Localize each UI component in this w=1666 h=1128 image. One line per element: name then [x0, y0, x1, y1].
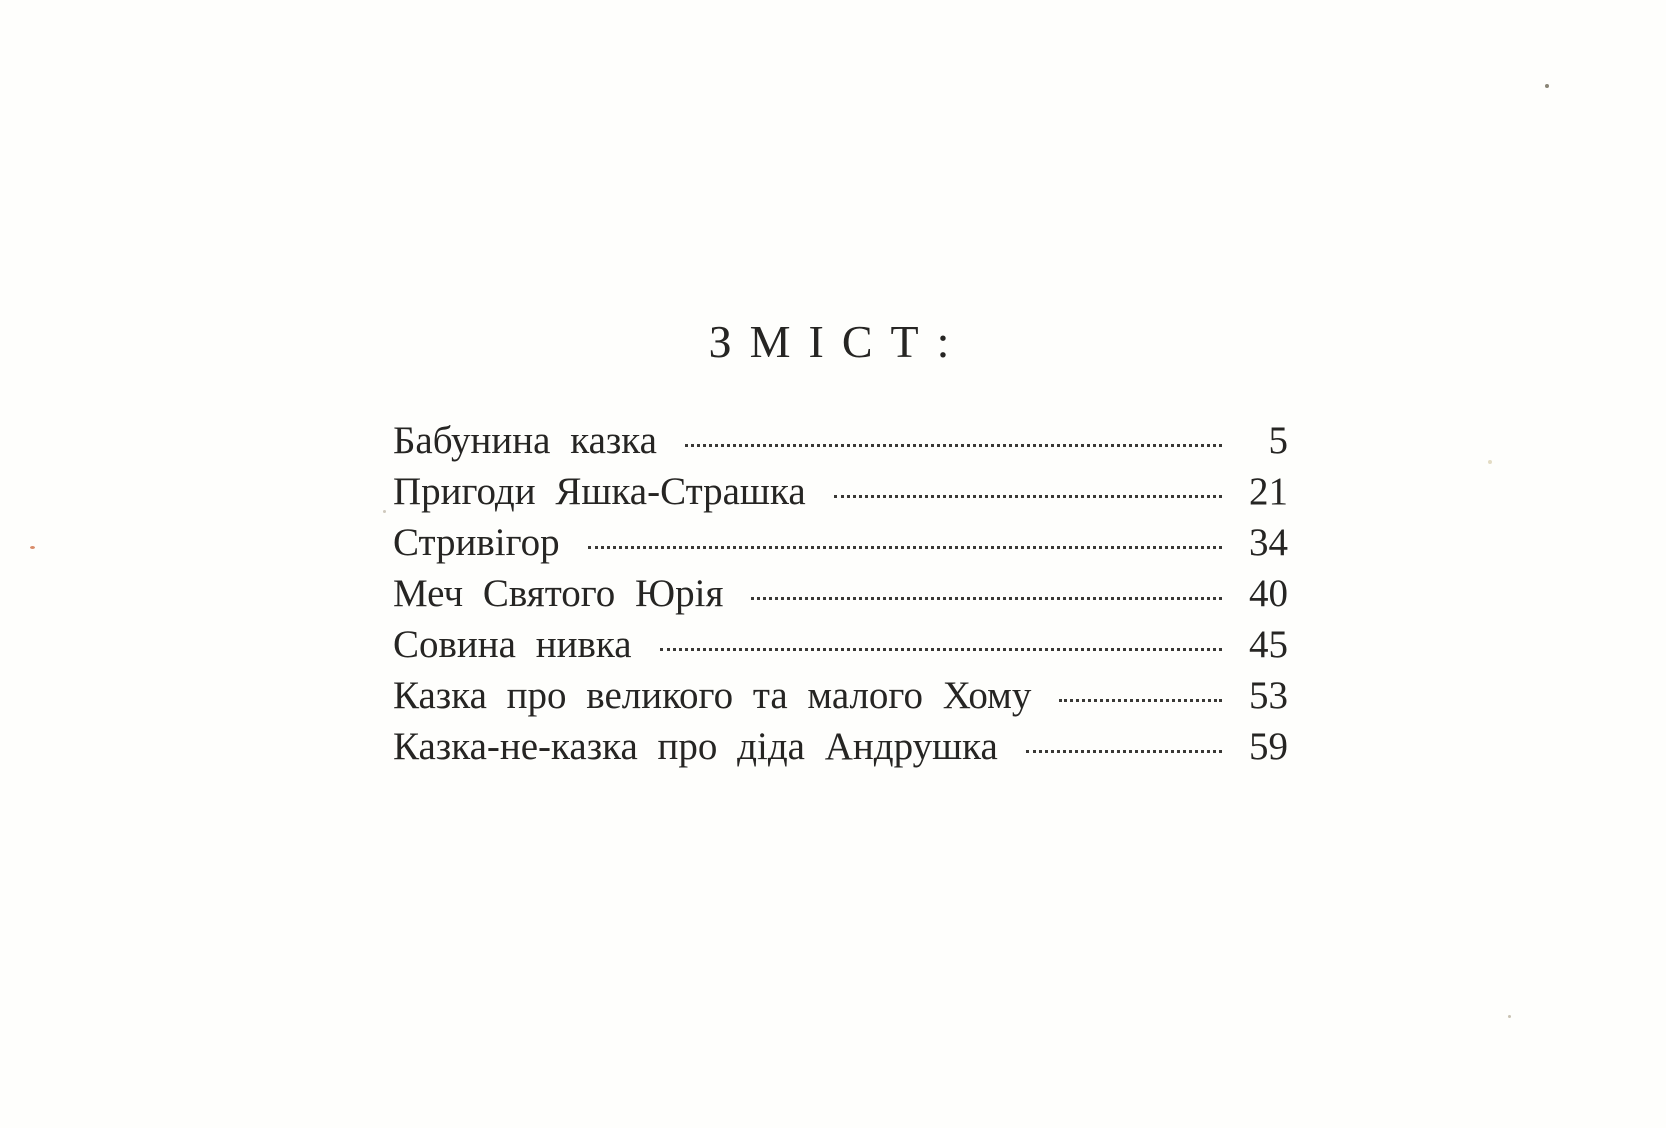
dot-leader [588, 546, 1222, 549]
toc-entry [393, 415, 1288, 466]
toc-heading: ЗМІСТ: [708, 316, 968, 367]
dot-leader [834, 495, 1222, 498]
toc-entry [393, 670, 1288, 721]
toc-entry-page-number: 53 [1249, 674, 1288, 717]
toc-entry [393, 517, 1288, 568]
toc-entry [393, 568, 1288, 619]
dot-leader [660, 648, 1222, 651]
toc-entry-page-number: 34 [1249, 521, 1288, 564]
toc-entry-page-number: 21 [1249, 470, 1288, 513]
paper-speck [1545, 84, 1549, 88]
toc-entry-page-number: 40 [1249, 572, 1288, 615]
paper-speck [1488, 460, 1492, 464]
toc-entry-title: Казка про великого та малого Хому [393, 674, 1032, 717]
toc-entry-page-number: 5 [1268, 419, 1288, 462]
dot-leader [685, 444, 1222, 447]
toc-entry-title: Пригоди Яшка-Страшка [393, 470, 806, 513]
paper-speck [1508, 1015, 1511, 1018]
paper-speck [383, 510, 386, 513]
toc-entry-page-number: 59 [1249, 725, 1288, 768]
toc-entry [393, 466, 1288, 517]
toc-entry-page-number: 45 [1249, 623, 1288, 666]
toc-entry-title: Казка-не-казка про діда Андрушка [393, 725, 998, 768]
toc-entry-title: Меч Святого Юрія [393, 572, 724, 615]
dot-leader [751, 597, 1222, 600]
toc-entry-title: Совина нивка [393, 623, 632, 666]
toc-entry-title: Бабунина казка [393, 419, 657, 462]
toc-list [393, 415, 1288, 772]
toc-entry-title: Стривігор [393, 521, 560, 564]
toc-entry [393, 721, 1288, 772]
dot-leader [1026, 750, 1222, 753]
paper-speck [30, 546, 35, 549]
dot-leader [1059, 699, 1222, 702]
toc-entry [393, 619, 1288, 670]
